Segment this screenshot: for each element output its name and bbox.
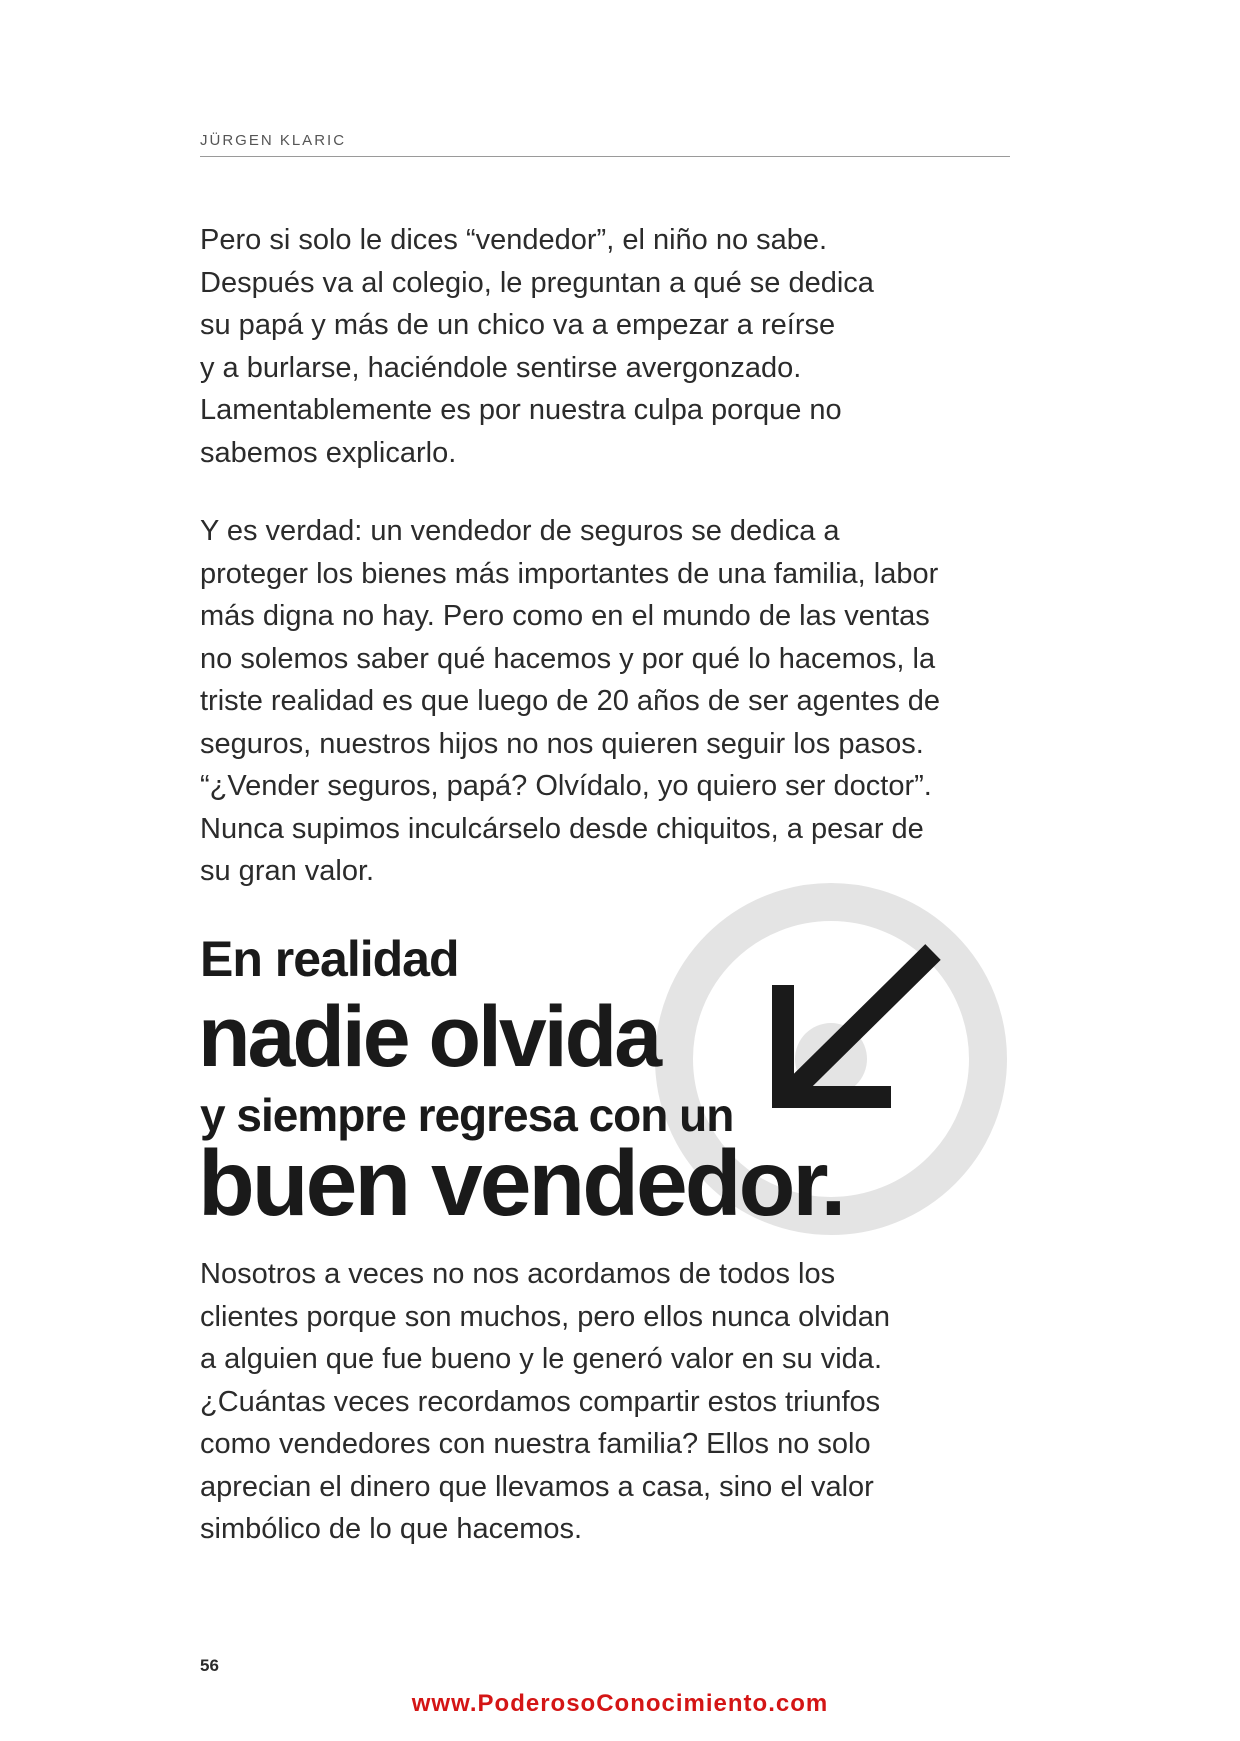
paragraph-line: más digna no hay. Pero como en el mundo de las ventas [200,600,930,632]
paragraph-line: y a burlarse, haciéndole sentirse avergonzado. [200,351,802,384]
paragraph-line: ¿Cuántas veces recordamos compartir estos triunfos [200,1385,881,1418]
paragraph-line: clientes porque son muchos, pero ellos nunca olvidan [200,1300,890,1333]
paragraph-line: Nunca supimos inculcárselo desde chiquitos, a pesar de [200,812,924,845]
pull-quote-line-4: buen vendedor. [198,1131,844,1235]
paragraph-line: Nosotros a veces no nos acordamos de todos los [200,1258,836,1290]
paragraph-line: Y es verdad: un vendedor de seguros se dedica a [200,515,840,547]
pull-quote-line-3: y siempre regresa con un [200,1089,734,1141]
paragraph-1 [200,219,874,474]
paragraph-line: no solemos saber qué hacemos y por qué lo hacemos, la [200,642,936,675]
paragraph-line: su gran valor. [200,855,375,887]
paragraph-line: a alguien que fue bueno y le generó valor en su vida. [200,1343,882,1375]
paragraph-line: como vendedores con nuestra familia? Ellos no solo [200,1428,871,1460]
paragraph-line: Después va al colegio, le preguntan a qué se dedica [200,266,874,299]
paragraph-line: Pero si solo le dices “vendedor”, el niño no sabe. [200,224,828,256]
paragraph-line: simbólico de lo que hacemos. [200,1513,583,1545]
paragraph-2 [200,510,940,893]
running-header: JÜRGEN KLARIC [200,132,347,149]
paragraph-line: proteger los bienes más importantes de una familia, labor [200,557,939,590]
paragraph-line: triste realidad es que luego de 20 años de ser agentes de [200,685,941,717]
paragraph-line: Lamentablemente es por nuestra culpa porque no [200,394,842,426]
website-link[interactable]: www.PoderosoConocimiento.com [411,1690,829,1717]
paragraph-line: su papá y más de un chico va a empezar a reírse [200,309,836,341]
header-rule [200,156,1010,157]
pull-quote-line-2: nadie olvida [198,989,660,1085]
pull-quote-line-1: En realidad [200,931,459,987]
page-number: 56 [200,1656,219,1675]
paragraph-line: aprecian el dinero que llevamos a casa, sino el valor [200,1470,874,1503]
paragraph-line: sabemos explicarlo. [200,436,457,469]
paragraph-line: “¿Vender seguros, papá? Olvídalo, yo quiero ser doctor”. [200,770,932,802]
paragraph-3 [200,1253,890,1551]
paragraph-line: seguros, nuestros hijos no nos quieren seguir los pasos. [200,727,924,760]
